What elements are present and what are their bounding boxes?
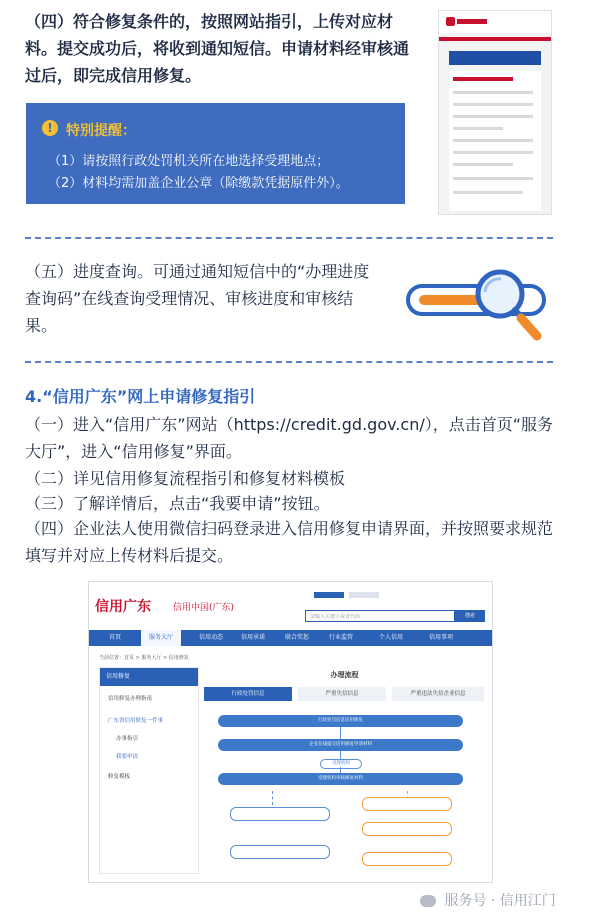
nav-item[interactable]: 行业监管 <box>329 634 354 641</box>
tab[interactable]: 严重违法失信企业信息 <box>392 687 484 701</box>
search-progress-icon <box>405 262 555 342</box>
flow-branch <box>230 845 330 859</box>
step5-paragraph: （五）进度查询。可通过通知短信中的“办理进度查询码”在线查询受理情况、审核进度和审核结果。 <box>25 262 370 335</box>
site-main <box>202 667 487 872</box>
nav-item[interactable]: 信用事项 <box>429 634 454 641</box>
tab[interactable]: 行政处罚信息 <box>204 687 292 701</box>
main-title: 办理流程 <box>330 671 359 679</box>
nav-item[interactable]: 服务大厅 <box>141 630 181 646</box>
sidebar-item[interactable]: 信用修复办理指南 <box>108 696 153 702</box>
site-nav <box>89 630 492 646</box>
site-name: 信用中国(广东) <box>173 603 235 613</box>
divider <box>25 237 553 239</box>
warning-icon: ! <box>42 120 58 136</box>
flow-branch <box>362 822 452 836</box>
watermark <box>420 890 556 910</box>
website-screenshot <box>88 581 493 883</box>
nav-item[interactable]: 个人信用 <box>379 634 404 641</box>
watermark-text: 服务号 · 信用江门 <box>444 893 556 909</box>
guide-step: （二）详见信用修复流程指引和修复材料模板 <box>25 469 346 488</box>
reminder-item: （1）请按照行政处罚机关所在地选择受理地点； <box>48 154 330 169</box>
reminder-item: （2）材料均需加盖企业公章（除缴款凭据原件外）。 <box>48 176 349 191</box>
site-logo: 信用广东 <box>95 599 151 615</box>
site-header <box>89 582 492 630</box>
flow-step: 受理机构 <box>320 759 362 769</box>
flow-step: 行政处罚信息信用修复 <box>218 715 463 727</box>
search-input[interactable]: 请输入关键字或者代码 <box>305 610 455 622</box>
search-button[interactable]: 搜索 <box>455 610 485 622</box>
guide-step: （四）企业法人使用微信扫码登录进入信用修复申请界面，并按照要求规范填写并对应上传材料后提交。 <box>25 519 554 565</box>
guide-title: 4.“信用广东”网上申请修复指引 <box>25 387 256 406</box>
logo-icon <box>446 17 455 26</box>
sidebar-item[interactable]: 我要申请 <box>116 754 139 760</box>
sidebar-item[interactable]: 办事指引 <box>116 736 139 742</box>
guide-step: （一）进入“信用广东”网站（https://credit.gd.gov.cn/），点击首页“服务大厅”，进入“信用修复”界面。 <box>25 415 554 461</box>
site-sidebar <box>99 667 199 874</box>
special-reminder-box <box>26 103 405 204</box>
wechat-icon <box>420 895 436 907</box>
nav-item[interactable]: 首页 <box>109 634 122 641</box>
tab[interactable]: 严重失信信息 <box>298 687 386 701</box>
flow-branch <box>362 852 452 866</box>
reminder-heading: 特别提醒： <box>66 123 136 139</box>
nav-item[interactable]: 信用动态 <box>199 634 224 641</box>
sidebar-item[interactable]: 广东省信用修复一件事 <box>108 718 164 724</box>
nav-item[interactable]: 联合奖惩 <box>285 634 310 641</box>
nav-item[interactable]: 信用承诺 <box>241 634 266 641</box>
sidebar-item[interactable]: 修复模板 <box>108 774 131 780</box>
flow-branch <box>362 797 452 811</box>
divider <box>25 361 553 363</box>
step4-paragraph: （四）符合修复条件的，按照网站指引，上传对应材料。提交成功后，将收到通知短信。申请材料经审核通过后，即完成信用修复。 <box>25 12 410 85</box>
mobile-screenshot <box>438 10 552 215</box>
flow-step: 企业在线提交信用修复申请材料 <box>218 739 463 751</box>
breadcrumb: 当前位置：首页 > 服务大厅 > 信用修复 <box>99 655 189 661</box>
guide-step: （三）了解详情后，点击“我要申请”按钮。 <box>25 494 330 513</box>
flow-branch <box>230 807 330 821</box>
flow-step: 受理机构审核修复材料 <box>218 773 463 785</box>
sidebar-title: 信用修复 <box>100 668 198 686</box>
